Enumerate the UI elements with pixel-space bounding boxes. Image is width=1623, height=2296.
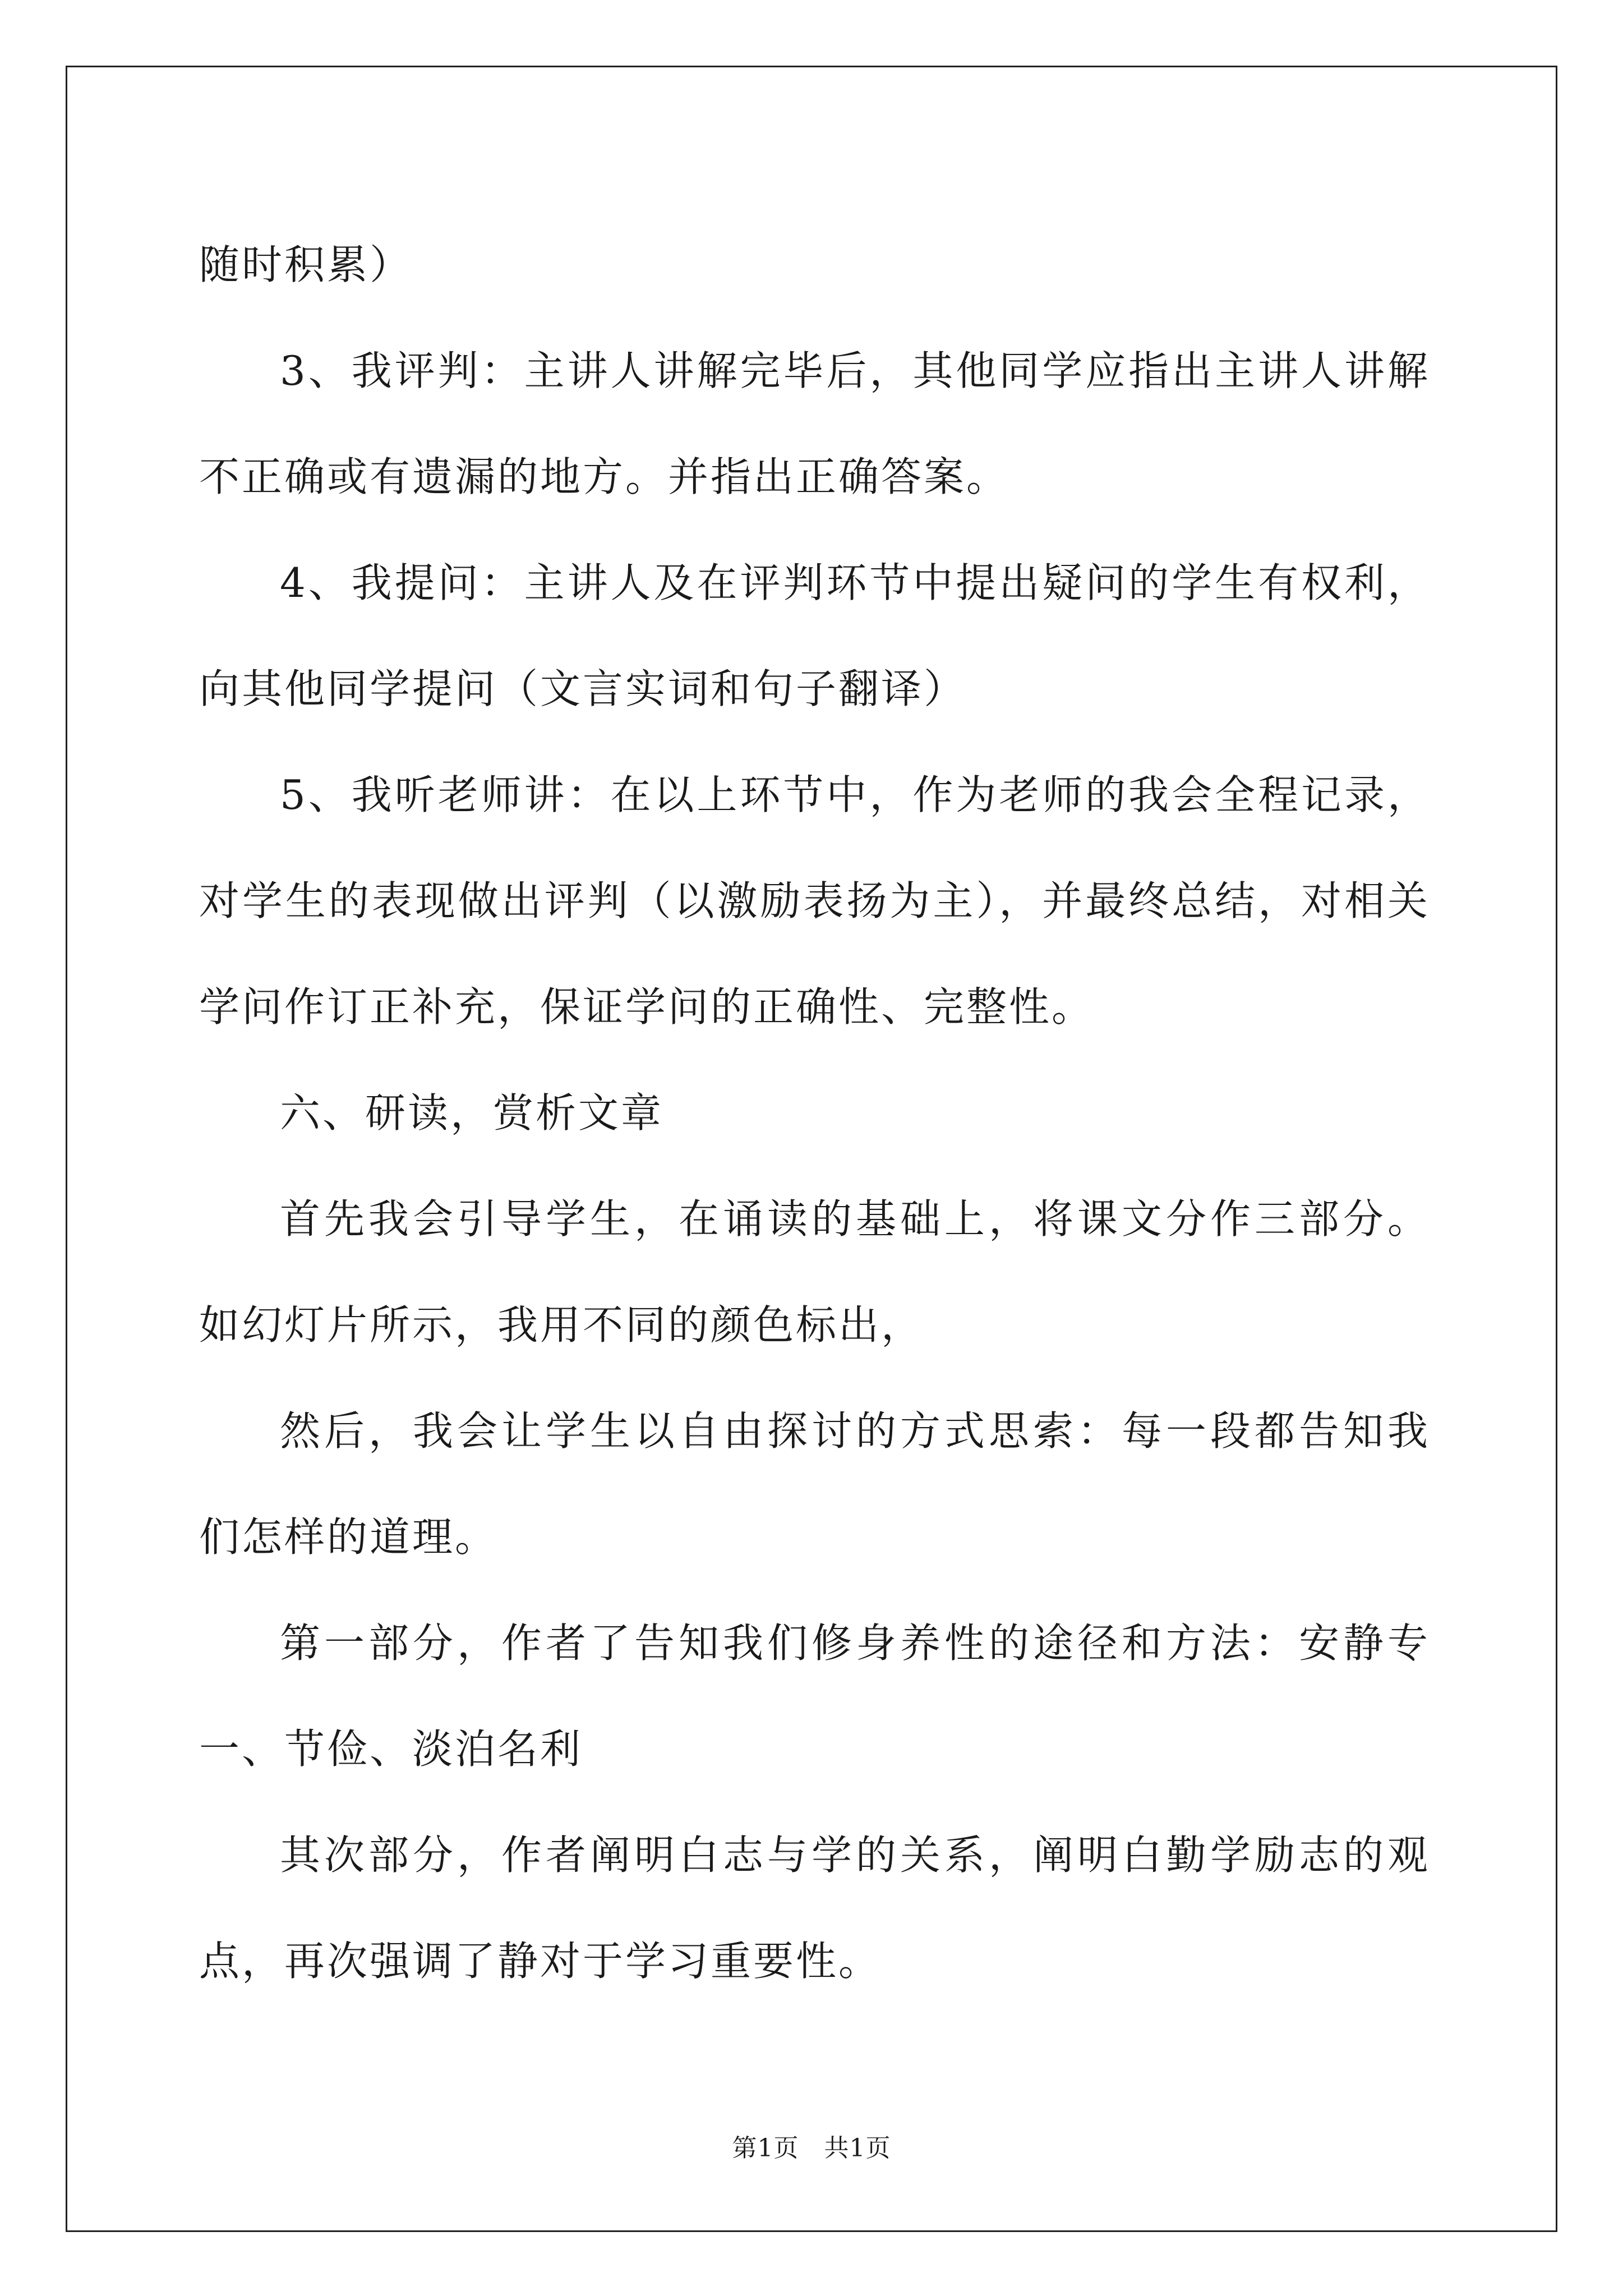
document-body (199, 212, 1430, 2014)
paragraph-5: 首先我会引导学生，在诵读的基础上，将课文分作三部分。如幻灯片所示，我用不同的颜色标出， (199, 1195, 1430, 1349)
paragraph-2: 3、我评判：主讲人讲解完毕后，其他同学应指出主讲人讲解不正确或有遗漏的地方。并指出正确答案。 (199, 347, 1430, 500)
paragraph-4: 5、我听老师讲：在以上环节中，作为老师的我会全程记录，对学生的表现做出评判（以激励表扬为主），并最终总结，对相关学问作订正补充，保证学问的正确性、完整性。 (199, 771, 1430, 1030)
paragraph-8: 其次部分，作者阐明白志与学的关系，阐明白勤学励志的观点，再次强调了静对于学习重要性。 (199, 1832, 1430, 1985)
section-heading: 六、研读，赏析文章 (280, 1089, 664, 1137)
paragraph-7: 第一部分，作者了告知我们修身养性的途径和方法：安静专一、节俭、淡泊名利 (199, 1619, 1430, 1773)
paragraph-3: 4、我提问：主讲人及在评判环节中提出疑问的学生有权利，向其他同学提问（文言实词和句子翻译） (199, 559, 1430, 712)
paragraph-1: 随时积累） (199, 241, 413, 288)
paragraph-6: 然后，我会让学生以自由探讨的方式思索：每一段都告知我们怎样的道理。 (199, 1407, 1430, 1561)
page-number-footer: 第1页 共1页 (732, 2134, 891, 2162)
